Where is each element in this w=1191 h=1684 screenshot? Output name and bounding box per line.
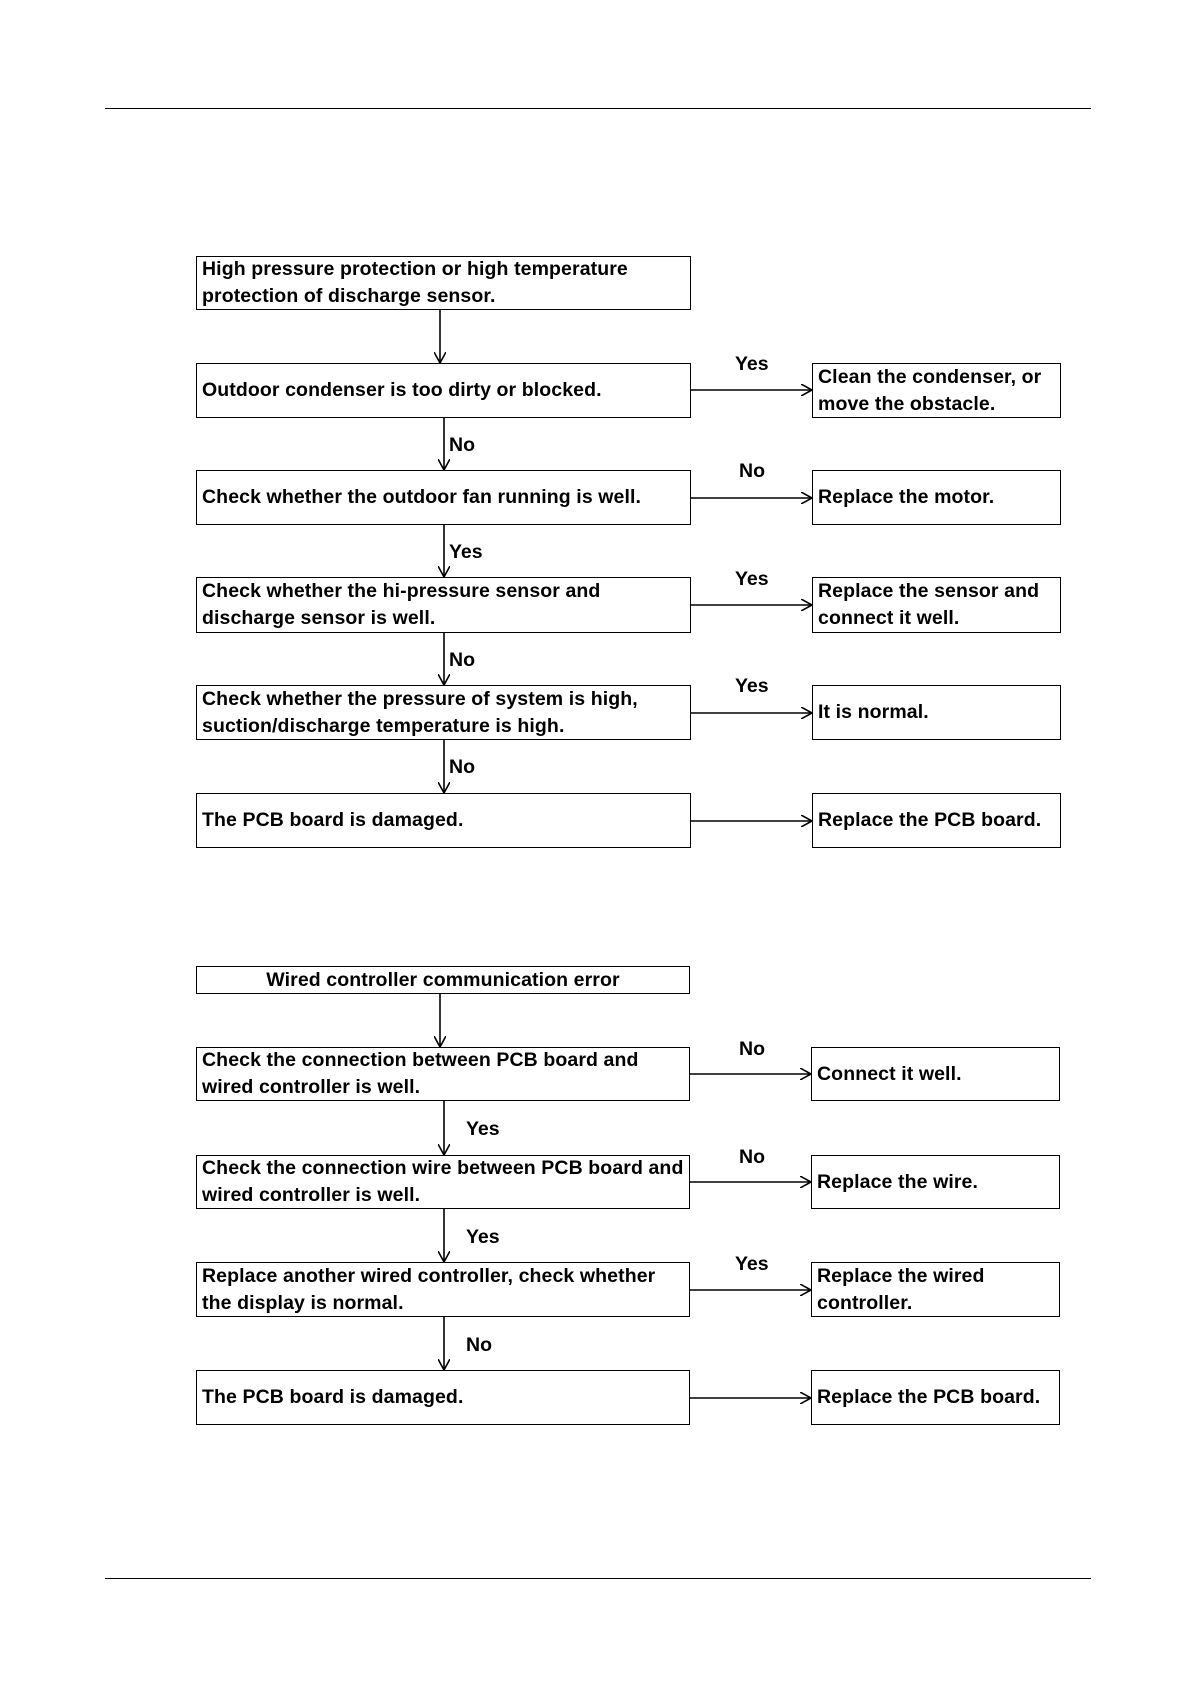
fc1-step-box bbox=[196, 363, 691, 418]
fc1-side-label: Yes bbox=[735, 675, 769, 697]
fc1-step-text: The PCB board is damaged. bbox=[202, 809, 464, 831]
fc1-step-text: Outdoor condenser is too dirty or blocked. bbox=[202, 379, 602, 401]
fc1-step-text: Check whether the outdoor fan running is well. bbox=[202, 486, 642, 508]
fc1-start-text: High pressure protection or high temperature protection of discharge sensor. bbox=[202, 258, 628, 307]
fc1-step-box bbox=[196, 685, 691, 740]
fc2-action-text: Replace the PCB board. bbox=[817, 1386, 1041, 1408]
fc2-down-label: Yes bbox=[466, 1118, 500, 1140]
fc1-start-box bbox=[196, 256, 691, 310]
fc1-down-label: No bbox=[449, 649, 475, 671]
fc1-action-box bbox=[812, 577, 1061, 633]
fc2-side-label: Yes bbox=[735, 1253, 769, 1275]
fc2-step-text: Check the connection between PCB board and wired controller is well. bbox=[202, 1049, 639, 1098]
fc2-action-box bbox=[811, 1370, 1060, 1425]
fc1-side-label: No bbox=[739, 460, 765, 482]
fc1-action-box bbox=[812, 363, 1061, 418]
fc1-step-box bbox=[196, 793, 691, 848]
fc2-step-box bbox=[196, 1155, 690, 1209]
fc1-action-text: Clean the condenser, or move the obstacle. bbox=[818, 365, 1042, 415]
fc1-side-label: Yes bbox=[735, 353, 769, 375]
fc1-action-text: Replace the sensor and connect it well. bbox=[818, 580, 1040, 629]
fc2-start-box bbox=[196, 966, 690, 994]
fc2-action-box bbox=[811, 1262, 1060, 1317]
fc2-action-box bbox=[811, 1047, 1060, 1101]
fc1-down-label: No bbox=[449, 434, 475, 456]
fc2-down-label: No bbox=[466, 1334, 492, 1356]
fc1-step-text: Check whether the pressure of system is high, suction/discharge temperature is high. bbox=[202, 687, 638, 737]
fc1-down-label: Yes bbox=[449, 541, 483, 563]
fc2-step-box bbox=[196, 1370, 690, 1425]
fc1-side-label: Yes bbox=[735, 568, 769, 590]
fc2-side-label: No bbox=[739, 1146, 765, 1168]
fc1-action-box bbox=[812, 685, 1061, 740]
fc2-action-text: Replace the wired controller. bbox=[817, 1264, 985, 1314]
fc2-action-box bbox=[811, 1155, 1060, 1209]
fc1-step-text: Check whether the hi-pressure sensor and discharge sensor is well. bbox=[202, 580, 601, 629]
fc2-down-label: Yes bbox=[466, 1226, 500, 1248]
fc2-start-text: Wired controller communication error bbox=[266, 968, 620, 991]
fc2-step-text: Check the connection wire between PCB board and wired controller is well. bbox=[202, 1157, 684, 1206]
fc1-step-box bbox=[196, 470, 691, 525]
fc2-action-text: Replace the wire. bbox=[817, 1170, 979, 1193]
fc1-down-label: No bbox=[449, 756, 475, 778]
fc1-action-text: It is normal. bbox=[818, 701, 929, 723]
fc2-step-text: The PCB board is damaged. bbox=[202, 1386, 464, 1408]
fc1-action-box bbox=[812, 793, 1061, 848]
fc1-action-text: Replace the PCB board. bbox=[818, 809, 1042, 831]
fc2-side-label: No bbox=[739, 1038, 765, 1060]
fc2-step-box bbox=[196, 1047, 690, 1101]
fc2-action-text: Connect it well. bbox=[817, 1062, 962, 1085]
fc1-action-text: Replace the motor. bbox=[818, 486, 995, 508]
fc2-step-box bbox=[196, 1262, 690, 1317]
fc2-step-text: Replace another wired controller, check whether the display is normal. bbox=[202, 1264, 656, 1314]
fc1-action-box bbox=[812, 470, 1061, 525]
fc1-step-box bbox=[196, 577, 691, 633]
